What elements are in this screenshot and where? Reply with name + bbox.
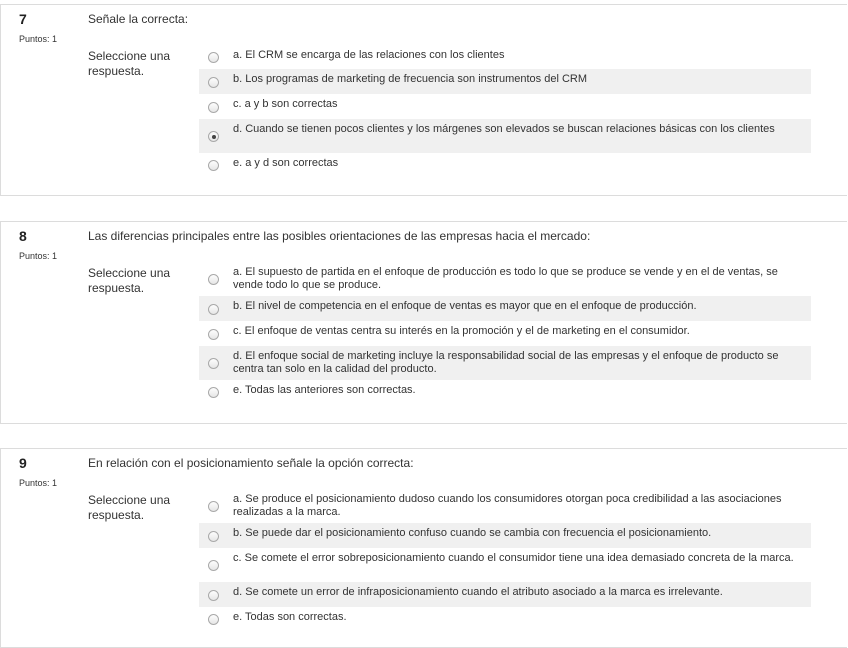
radio-button[interactable] [208, 531, 219, 542]
question-text: Señale la correcta: [88, 12, 189, 26]
answer-label: b. El nivel de competencia en el enfoque de ventas es mayor que en el enfoque de producción. [233, 300, 697, 312]
answer-option[interactable] [199, 346, 811, 380]
question-block-9 [0, 448, 847, 648]
question-number: 8 [19, 228, 27, 244]
radio-button[interactable] [208, 52, 219, 63]
answer-label: d. El enfoque social de marketing incluye la responsabilidad social de las empresas y el enfoque de producto se centra tan solo en la calidad del producto. [233, 350, 779, 375]
answer-list [199, 489, 811, 631]
answer-prompt: Seleccione una respuesta. [88, 266, 171, 295]
answer-label: a. Se produce el posicionamiento dudoso cuando los consumidores otorgan poca credibilidad a las asociaciones realizadas a la marca. [233, 493, 782, 518]
answer-option[interactable] [199, 45, 811, 69]
answer-option[interactable] [199, 489, 811, 523]
radio-button[interactable] [208, 590, 219, 601]
answer-label: b. Los programas de marketing de frecuencia son instrumentos del CRM [233, 73, 588, 85]
answer-list [199, 45, 811, 177]
answer-label: d. Se comete un error de infraposicionamiento cuando el atributo asociado a la marca es irrelevante. [233, 586, 723, 598]
question-number: 9 [19, 455, 27, 471]
answer-option[interactable] [199, 262, 811, 296]
radio-button[interactable] [208, 560, 219, 571]
answer-option[interactable] [199, 523, 811, 548]
radio-button[interactable] [208, 77, 219, 88]
question-block-7 [0, 4, 847, 196]
answer-list [199, 262, 811, 404]
answer-label: a. El supuesto de partida en el enfoque de producción es todo lo que se produce se vende y en el de ventas, se vende todo lo que se produce. [233, 266, 778, 291]
answer-option[interactable] [199, 380, 811, 404]
answer-option[interactable] [199, 321, 811, 346]
question-points: Puntos: 1 [19, 251, 58, 261]
answer-label: e. Todas son correctas. [233, 611, 347, 623]
answer-label: b. Se puede dar el posicionamiento confuso cuando se cambia con frecuencia el posicionamiento. [233, 527, 712, 539]
answer-option[interactable] [199, 548, 811, 582]
radio-button[interactable] [208, 102, 219, 113]
question-text: Las diferencias principales entre las posibles orientaciones de las empresas hacia el mercado: [88, 229, 591, 243]
question-number: 7 [19, 11, 27, 27]
answer-label: d. Cuando se tienen pocos clientes y los márgenes son elevados se buscan relaciones básicas con los clientes [233, 123, 775, 135]
radio-button[interactable] [208, 387, 219, 398]
answer-option[interactable] [199, 94, 811, 119]
answer-option[interactable] [199, 153, 811, 177]
answer-label: c. a y b son correctas [233, 98, 338, 110]
answer-option[interactable] [199, 296, 811, 321]
answer-option[interactable] [199, 69, 811, 94]
question-points: Puntos: 1 [19, 34, 58, 44]
radio-button[interactable] [208, 329, 219, 340]
question-points: Puntos: 1 [19, 478, 58, 488]
radio-button[interactable] [208, 274, 219, 285]
radio-button[interactable] [208, 304, 219, 315]
answer-option[interactable] [199, 582, 811, 607]
question-block-8 [0, 221, 847, 424]
answer-label: e. a y d son correctas [233, 157, 339, 169]
answer-option[interactable] [199, 119, 811, 153]
radio-button[interactable] [208, 131, 219, 142]
radio-button[interactable] [208, 160, 219, 171]
radio-button[interactable] [208, 501, 219, 512]
answer-label: e. Todas las anteriores son correctas. [233, 384, 416, 396]
answer-label: a. El CRM se encarga de las relaciones con los clientes [233, 49, 505, 61]
radio-button[interactable] [208, 614, 219, 625]
answer-option[interactable] [199, 607, 811, 631]
answer-label: c. El enfoque de ventas centra su interés en la promoción y el de marketing en el consumidor. [233, 325, 690, 337]
answer-prompt: Seleccione una respuesta. [88, 49, 171, 78]
answer-label: c. Se comete el error sobreposicionamiento cuando el consumidor tiene una idea demasiado concreta de la marca. [233, 552, 794, 564]
question-text: En relación con el posicionamiento señale la opción correcta: [88, 456, 414, 470]
answer-prompt: Seleccione una respuesta. [88, 493, 171, 522]
radio-button[interactable] [208, 358, 219, 369]
